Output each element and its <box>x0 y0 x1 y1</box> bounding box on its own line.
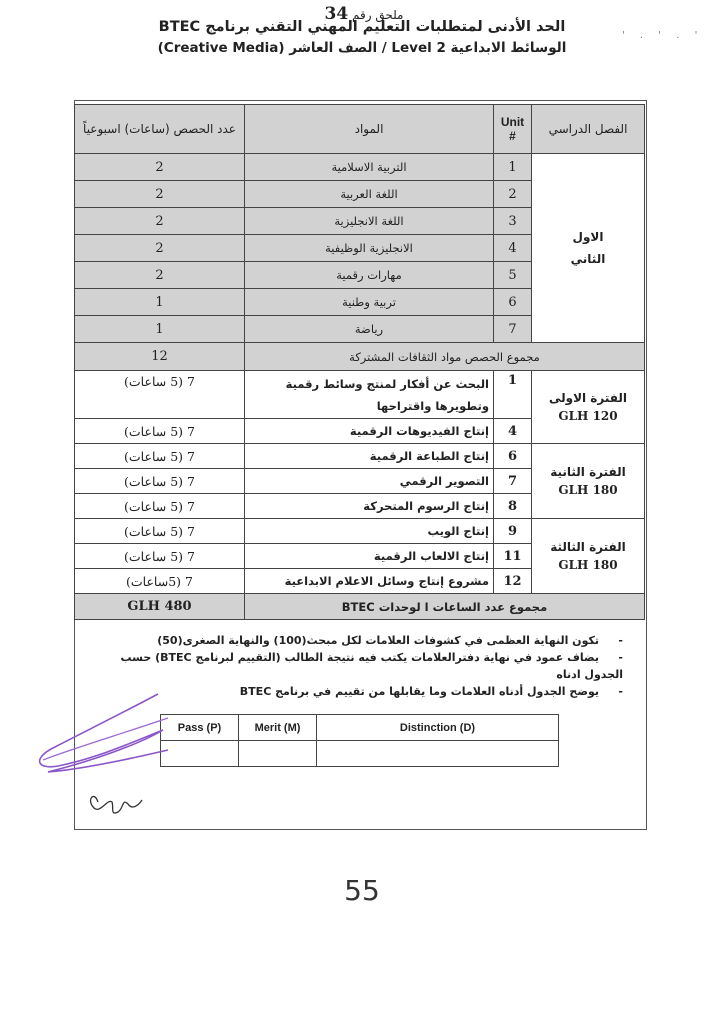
hours-value: 7 (5 ساعات) <box>75 544 245 569</box>
common-total-row <box>75 343 645 371</box>
period-name: الفترة الثانية <box>550 465 626 479</box>
subject-name: التصوير الرقمي <box>245 469 494 494</box>
periods-value: 2 <box>75 154 245 181</box>
note-item: - يوضح الجدول أدناه العلامات وما يقابلها من تقييم في برنامج BTEC <box>95 683 623 700</box>
header-subjects: المواد <box>245 105 494 154</box>
annex-number: 34 <box>324 4 349 24</box>
grading-empty-row <box>161 741 559 767</box>
period-glh: 180 GLH <box>558 483 618 497</box>
period-cell <box>532 444 645 519</box>
header-row <box>75 105 645 154</box>
unit-number: 4 <box>494 235 532 262</box>
subject-name: مشروع إنتاج وسائل الاعلام الابداعية <box>245 569 494 594</box>
curriculum-table <box>74 104 645 620</box>
btec-total-value: 480 GLH <box>75 594 245 620</box>
scan-marks: ' . ' . ' <box>622 30 704 41</box>
btec-total-label: مجموع عدد الساعات ا لوحدات BTEC <box>245 594 645 620</box>
page-number: 55 <box>344 874 380 907</box>
table-row <box>75 371 645 419</box>
hours-value: 7 (5 ساعات) <box>75 494 245 519</box>
period-name: الفترة الاولى <box>548 391 628 405</box>
period-cell <box>532 519 645 594</box>
unit-number: 3 <box>494 208 532 235</box>
periods-value: 2 <box>75 181 245 208</box>
hours-value: 7 (5 ساعات) <box>75 419 245 444</box>
period-glh: 180 GLH <box>558 558 618 572</box>
header-unit: Unit # <box>494 105 532 154</box>
periods-value: 2 <box>75 235 245 262</box>
subject-name: إنتاج الرسوم المتحركة <box>245 494 494 519</box>
subject-name: اللغة الانجليزية <box>245 208 494 235</box>
common-semesters <box>532 154 645 343</box>
table-row <box>75 444 645 469</box>
unit-number: 12 <box>494 569 532 594</box>
document-subtitle: الوسائط الابداعية Level 2 / الصف العاشر (Creative Media) <box>157 40 567 56</box>
header-semester: الفصل الدراسي <box>532 105 645 154</box>
grading-table <box>160 714 559 767</box>
periods-value: 2 <box>75 208 245 235</box>
annex-text: ملحق رقم <box>352 8 404 22</box>
subject-name: البحث عن أفكار لمنتج وسائط رقمية وتطويرها واقتراحها <box>245 371 494 419</box>
grading-header-row <box>161 715 559 741</box>
note-item: - يضاف عمود في نهاية دفترالعلامات يكتب فيه نتيجة الطالب (التقييم لبرنامج BTEC) حسب الجدول ادناه <box>95 649 623 683</box>
subject-name: اللغة العربية <box>245 181 494 208</box>
empty-cell <box>317 741 559 767</box>
common-total-value: 12 <box>75 343 245 371</box>
hours-value: 7 (5ساعات) <box>75 569 245 594</box>
common-semesters-text: الاول الثاني <box>570 230 606 266</box>
subject-name: إنتاج الويب <box>245 519 494 544</box>
unit-number: 5 <box>494 262 532 289</box>
empty-cell <box>239 741 317 767</box>
unit-number: 6 <box>494 444 532 469</box>
unit-number: 7 <box>494 316 532 343</box>
subject-name: إنتاج الفيديوهات الرقمية <box>245 419 494 444</box>
subject-name: مهارات رقمية <box>245 262 494 289</box>
subject-name: الانجليزية الوظيفية <box>245 235 494 262</box>
document-title: الحد الأدنى لمتطلبات التعليم المهني التقني برنامج BTEC <box>158 19 566 35</box>
unit-number: 8 <box>494 494 532 519</box>
header-periods: عدد الحصص (ساعات) اسبوعياً <box>75 105 245 154</box>
unit-number: 6 <box>494 289 532 316</box>
unit-number: 11 <box>494 544 532 569</box>
periods-value: 1 <box>75 316 245 343</box>
unit-number: 1 <box>494 154 532 181</box>
common-total-label: مجموع الحصص مواد الثقافات المشتركة <box>245 343 645 371</box>
unit-number: 7 <box>494 469 532 494</box>
hours-value: 7 (5 ساعات) <box>75 444 245 469</box>
grade-pass: Pass (P) <box>161 715 239 741</box>
signature-image <box>28 690 178 840</box>
period-name: الفترة الثالثة <box>550 540 626 554</box>
period-glh: 120 GLH <box>558 409 618 423</box>
note-item: - تكون النهاية العظمى في كشوفات العلامات لكل مبحث(100) والنهاية الصغرى(50) <box>95 632 623 649</box>
table-row <box>75 154 645 181</box>
hours-value: 7 (5 ساعات) <box>75 469 245 494</box>
hours-value: 7 (5 ساعات) <box>75 371 245 419</box>
hours-value: 7 (5 ساعات) <box>75 519 245 544</box>
subject-name: رياضة <box>245 316 494 343</box>
unit-number: 2 <box>494 181 532 208</box>
subject-name: إنتاج الطباعة الرقمية <box>245 444 494 469</box>
periods-value: 2 <box>75 262 245 289</box>
subject-name: التربية الاسلامية <box>245 154 494 181</box>
period-cell <box>532 371 645 444</box>
grade-merit: Merit (M) <box>239 715 317 741</box>
unit-number: 1 <box>494 371 532 419</box>
subject-name: إنتاج الالعاب الرقمية <box>245 544 494 569</box>
subject-name: تربية وطنية <box>245 289 494 316</box>
unit-number: 4 <box>494 419 532 444</box>
periods-value: 1 <box>75 289 245 316</box>
grade-distinction: Distinction (D) <box>317 715 559 741</box>
table-row <box>75 519 645 544</box>
unit-number: 9 <box>494 519 532 544</box>
btec-total-row <box>75 594 645 620</box>
